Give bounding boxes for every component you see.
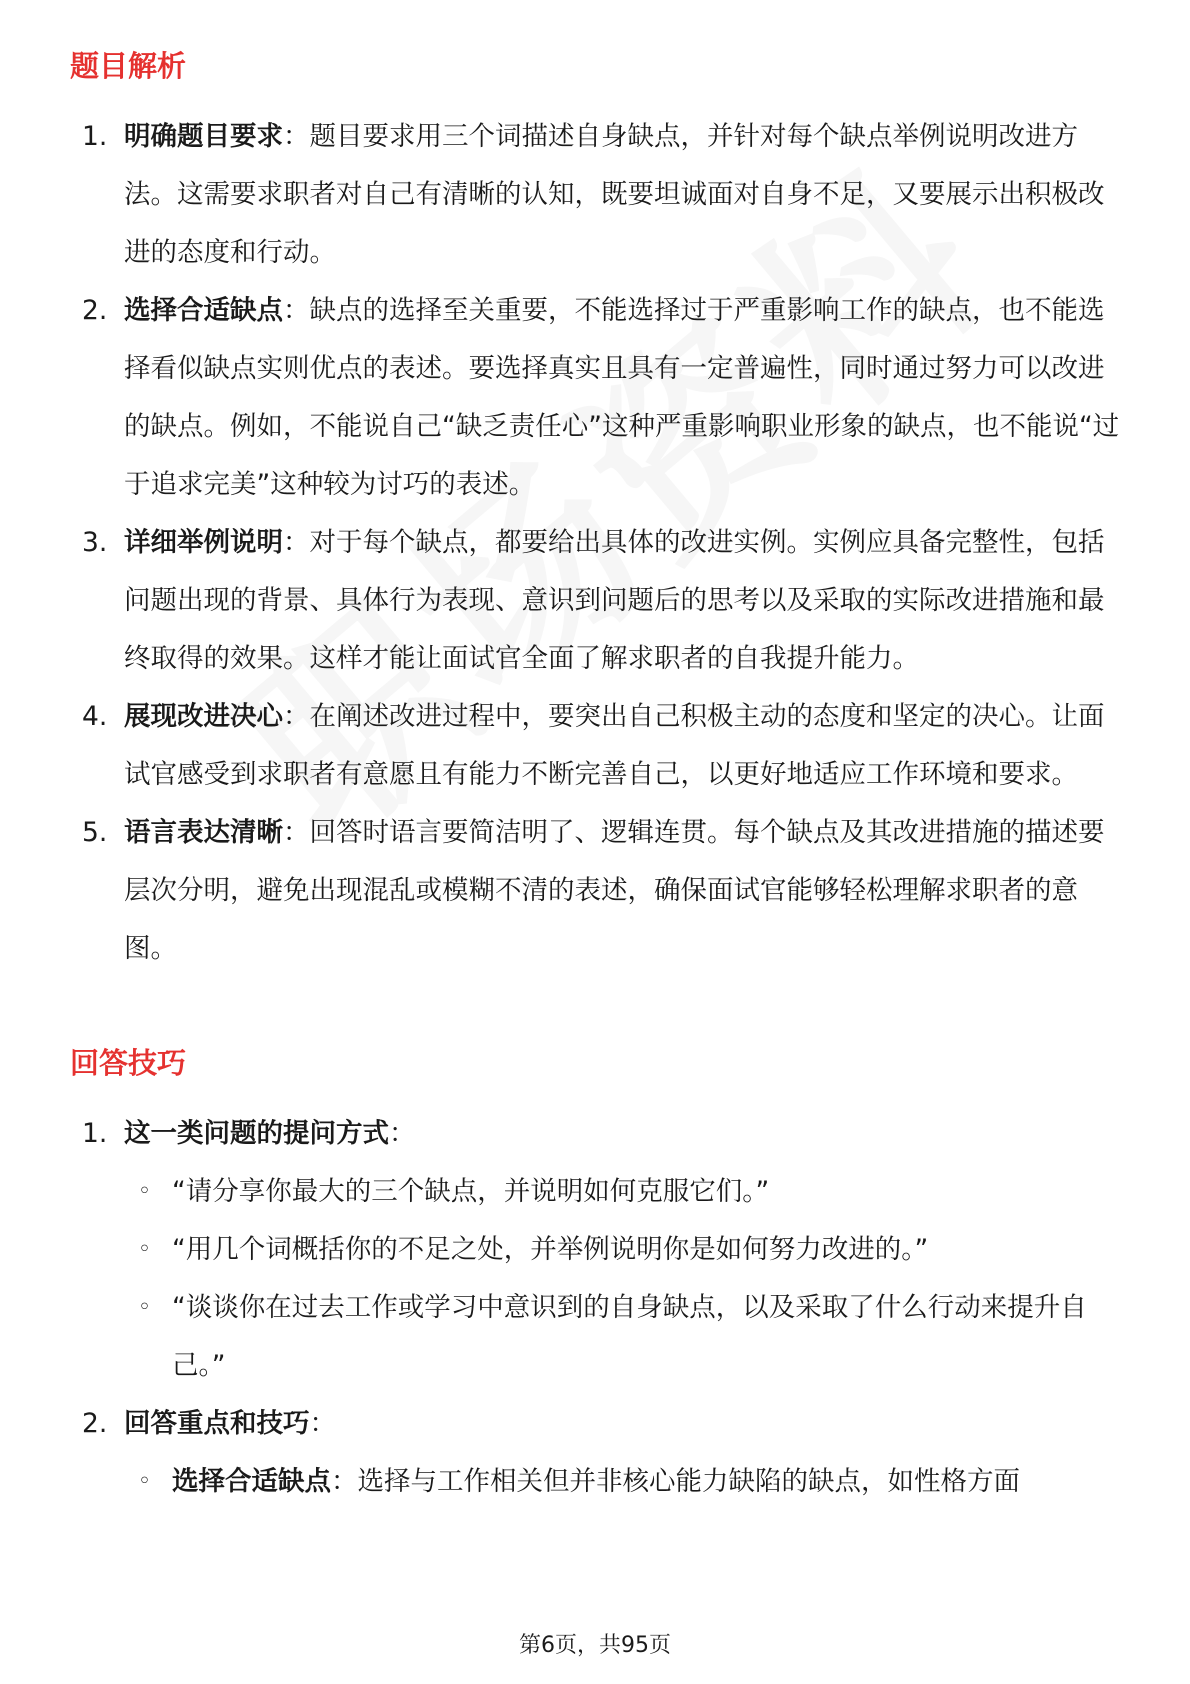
- sub-item-text: “谈谈你在过去工作或学习中意识到的自身缺点，以及采取了什么行动来提升自己。”: [172, 1292, 1087, 1381]
- list-item: [82, 1395, 1122, 1511]
- item-number: 1.: [82, 1118, 108, 1149]
- item-number: 5.: [82, 817, 108, 848]
- item-text: ：: [389, 1118, 416, 1149]
- sub-item-text: ：选择与工作相关但并非核心能力缺陷的缺点，如性格方面: [331, 1466, 1020, 1497]
- sub-list: [124, 1163, 1122, 1395]
- sub-list-item: [138, 1163, 1122, 1221]
- item-number: 4.: [82, 701, 108, 732]
- sub-list-item: [138, 1279, 1122, 1395]
- list-item: [82, 688, 1122, 804]
- item-lead: 明确题目要求: [124, 121, 283, 152]
- sub-item-text: “请分享你最大的三个缺点，并说明如何克服它们。”: [172, 1176, 770, 1207]
- sub-list: [124, 1453, 1122, 1511]
- page-footer: 第6页，共95页: [519, 1633, 671, 1658]
- item-lead: 选择合适缺点: [124, 295, 283, 326]
- item-text: ：题目要求用三个词描述自身缺点，并针对每个缺点举例说明改进方法。这需要求职者对自己有清晰的认知，既要坦诚面对自身不足，又要展示出积极改进的态度和行动。: [124, 121, 1105, 268]
- item-text: ：在阐述改进过程中，要突出自己积极主动的态度和坚定的决心。让面试官感受到求职者有意愿且有能力不断完善自己，以更好地适应工作环境和要求。: [124, 701, 1105, 790]
- list-item: [82, 514, 1122, 688]
- list-item: [82, 1105, 1122, 1395]
- sub-list-item: [138, 1221, 1122, 1279]
- item-lead: 这一类问题的提问方式: [124, 1118, 389, 1149]
- list-item: [82, 804, 1122, 978]
- section-title-analysis: 题目解析: [70, 49, 187, 83]
- item-lead: 展现改进决心: [124, 701, 283, 732]
- item-number: 1.: [82, 121, 108, 152]
- item-number: 2.: [82, 1408, 108, 1439]
- bullet-icon: ◦: [138, 1469, 151, 1494]
- tips-list: [82, 1105, 1122, 1511]
- section-title-tips: 回答技巧: [70, 1046, 187, 1080]
- analysis-list: [82, 108, 1122, 978]
- sub-list-item: [138, 1453, 1122, 1511]
- bullet-icon: ◦: [138, 1237, 151, 1262]
- item-lead: 回答重点和技巧: [124, 1408, 310, 1439]
- bullet-icon: ◦: [138, 1295, 151, 1320]
- list-item: [82, 282, 1122, 514]
- item-number: 3.: [82, 527, 108, 558]
- list-item: [82, 108, 1122, 282]
- sub-item-text: “用几个词概括你的不足之处，并举例说明你是如何努力改进的。”: [172, 1234, 929, 1265]
- item-text: ：缺点的选择至关重要，不能选择过于严重影响工作的缺点，也不能选择看似缺点实则优点的表述。要选择真实且具有一定普遍性，同时通过努力可以改进的缺点。例如，不能说自己“缺乏责任心”这种严重影响职业形象的缺点，也不能说“过于追求完美”这种较为讨巧的表述。: [124, 295, 1120, 500]
- sub-item-lead: 选择合适缺点: [172, 1466, 331, 1497]
- bullet-icon: ◦: [138, 1179, 151, 1204]
- item-lead: 语言表达清晰: [124, 817, 283, 848]
- item-number: 2.: [82, 295, 108, 326]
- item-text: ：回答时语言要简洁明了、逻辑连贯。每个缺点及其改进措施的描述要层次分明，避免出现混乱或模糊不清的表述，确保面试官能够轻松理解求职者的意图。: [124, 817, 1105, 964]
- item-lead: 详细举例说明: [124, 527, 283, 558]
- item-text: ：: [309, 1408, 336, 1439]
- item-text: ：对于每个缺点，都要给出具体的改进实例。实例应具备完整性，包括问题出现的背景、具体行为表现、意识到问题后的思考以及采取的实际改进措施和最终取得的效果。这样才能让面试官全面了解求职者的自我提升能力。: [124, 527, 1105, 674]
